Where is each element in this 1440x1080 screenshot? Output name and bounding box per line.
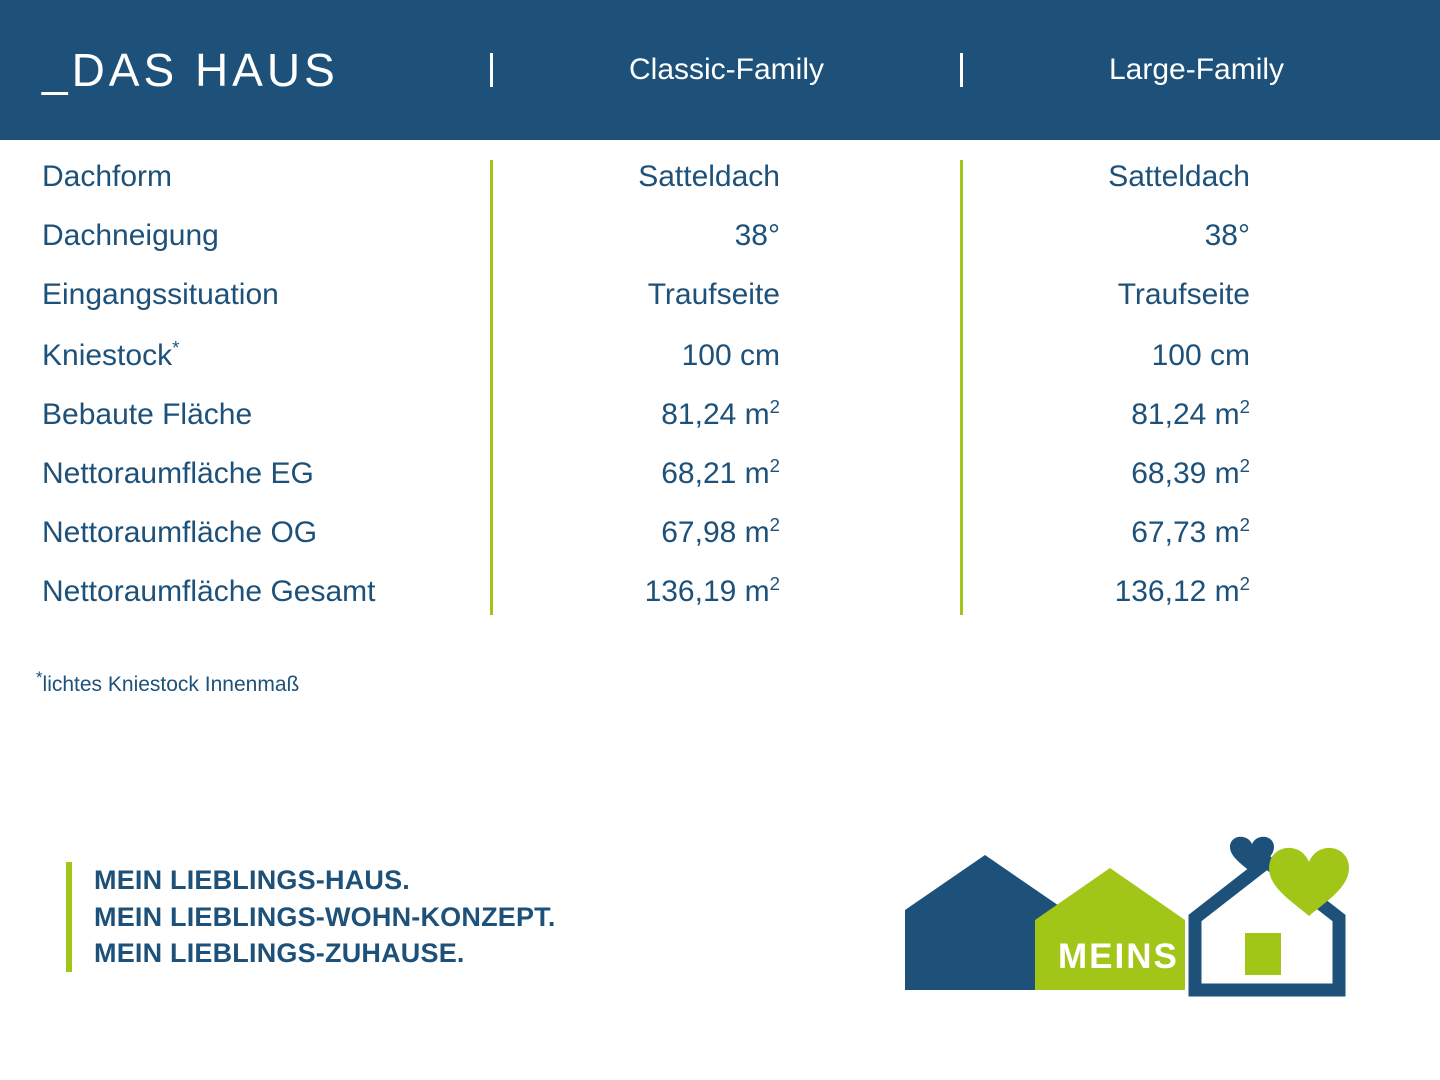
table-row (0, 396, 1440, 455)
table-row (0, 337, 1440, 396)
row-value-large: Traufseite (1117, 278, 1250, 311)
logo-graphic (895, 800, 1375, 1010)
row-label: Eingangssituation (42, 278, 279, 311)
row-value-classic: Traufseite (647, 278, 780, 311)
slogan-line-2: MEIN LIEBLINGS-WOHN-KONZEPT. (94, 901, 556, 932)
heart-green-icon (1269, 848, 1349, 916)
logo-wordmark: MEINS (1058, 937, 1179, 976)
table-row (0, 278, 1440, 337)
header-column-classic: Classic-Family (490, 53, 960, 87)
header-column-large: Large-Family (960, 53, 1430, 87)
row-value-large: 136,12 $m^2$ (1114, 573, 1250, 608)
row-value-large: 100 cm (1151, 339, 1250, 372)
row-label: Bebaute Fläche (42, 398, 253, 431)
row-value-large: 81,24 $m^2$ (1131, 396, 1250, 431)
table-row (0, 455, 1440, 514)
row-value-large: 68,39 $m^2$ (1131, 455, 1250, 490)
slogan-accent-bar (66, 862, 72, 972)
footnote (36, 668, 299, 697)
table-row (0, 160, 1440, 219)
table-row (0, 573, 1440, 632)
row-label: Nettoraumfläche EG (42, 457, 314, 490)
header-bar (0, 0, 1440, 140)
row-label: Nettoraumfläche OG (42, 516, 318, 549)
row-value-classic: 38° (734, 219, 780, 252)
footnote-text: lichtes Kniestock Innenmaß (42, 673, 300, 696)
meins-logo (895, 800, 1375, 1010)
row-value-large: 67,73 $m^2$ (1131, 514, 1250, 549)
slogan-line-3: MEIN LIEBLINGS-ZUHAUSE. (94, 938, 465, 969)
row-value-classic: 68,21 $m^2$ (661, 455, 780, 490)
row-value-large: Satteldach (1108, 160, 1250, 193)
table-row (0, 514, 1440, 573)
row-label: Dachform (42, 160, 173, 193)
row-value-classic: 136,19 $m^2$ (644, 573, 780, 608)
row-value-classic: 100 cm (681, 339, 780, 372)
row-label: Kniestock* (42, 337, 180, 372)
row-value-classic: 81,24 $m^2$ (661, 396, 780, 431)
window-icon (1245, 933, 1281, 975)
row-value-classic: Satteldach (638, 160, 780, 193)
slogan-block (66, 862, 556, 972)
row-value-large: 38° (1204, 219, 1250, 252)
row-label: Dachneigung (42, 219, 219, 252)
slogan-line-1: MEIN LIEBLINGS-HAUS. (94, 865, 411, 895)
row-value-classic: 67,98 $m^2$ (661, 514, 780, 549)
table-row (0, 219, 1440, 278)
spec-table (0, 160, 1440, 632)
footnote-asterisk: * (36, 668, 43, 687)
slogan-text (94, 862, 556, 972)
row-label: Nettoraumfläche Gesamt (42, 575, 376, 608)
page-title: _DAS HAUS (42, 44, 339, 96)
